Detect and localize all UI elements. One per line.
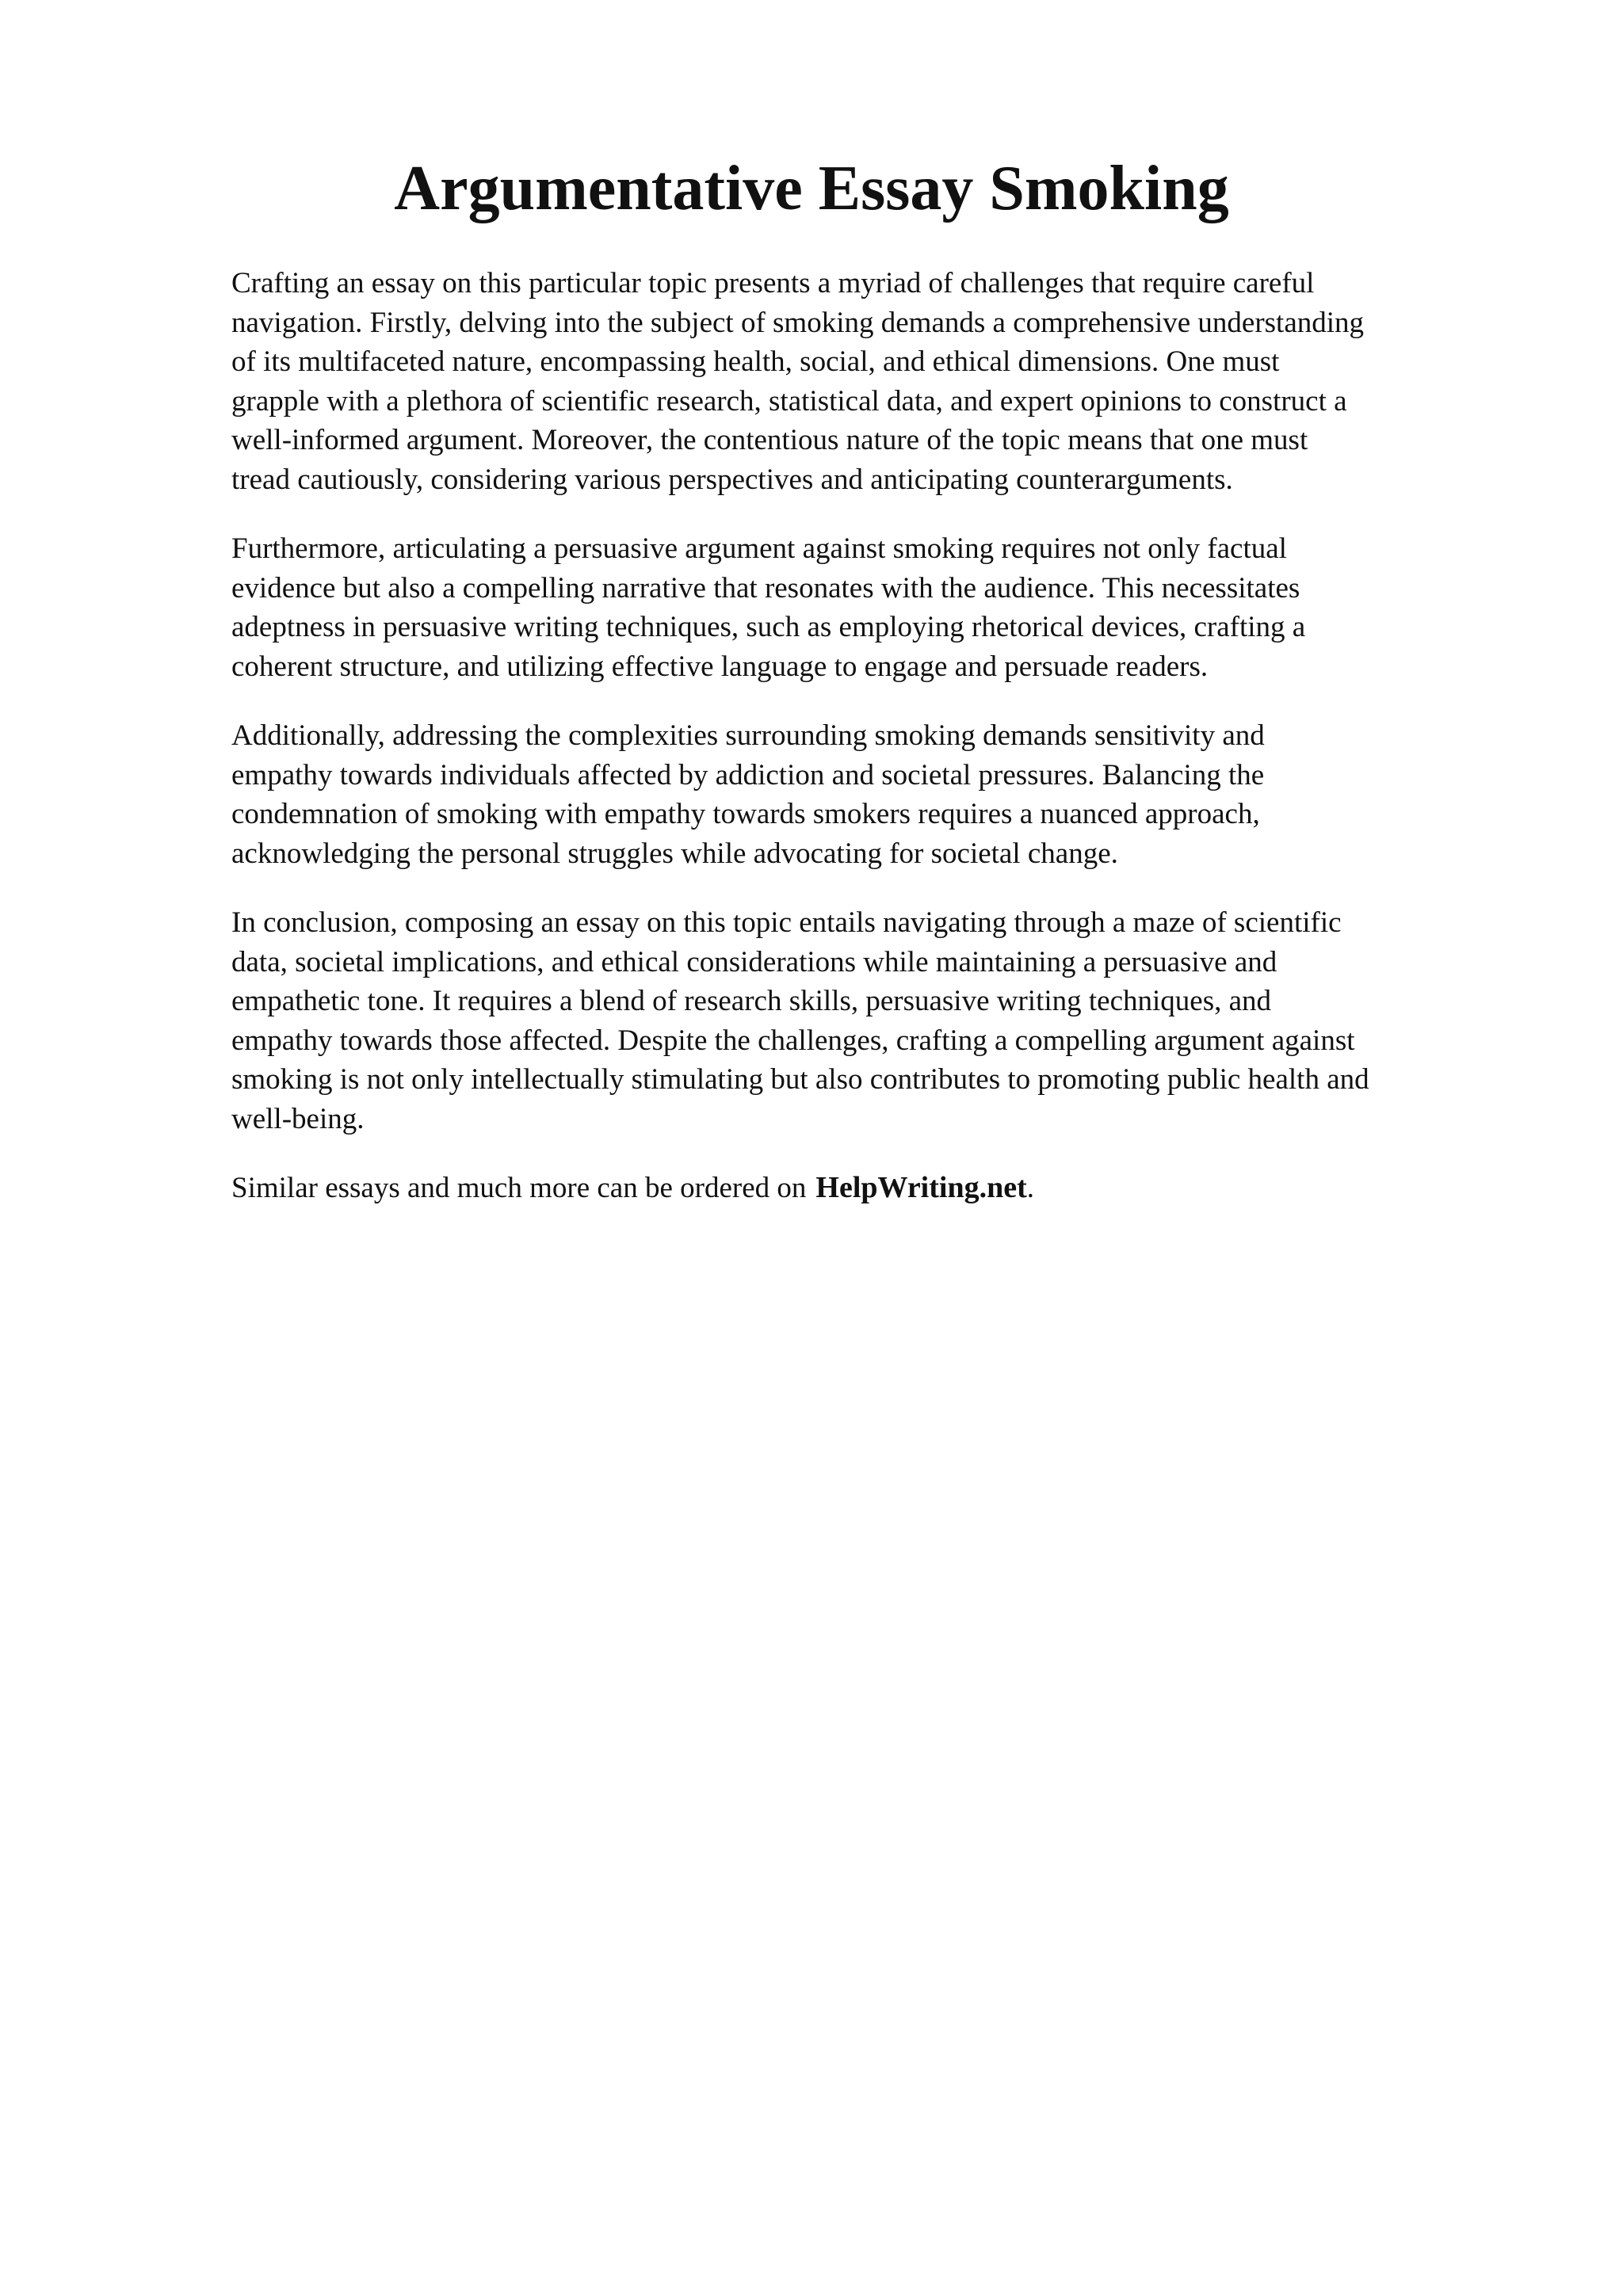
text-line: condemnation of smoking with empathy towards smokers requires a nuanced approach, bbox=[231, 798, 1260, 830]
paragraph-furthermore bbox=[231, 529, 1519, 686]
paragraph-intro bbox=[231, 264, 1519, 499]
text-line: acknowledging the personal struggles while advocating for societal change. bbox=[231, 837, 1118, 870]
text-line: of its multifaceted nature, encompassing health, social, and ethical dimensions. One must bbox=[231, 345, 1280, 378]
text-line: data, societal implications, and ethical considerations while maintaining a persuasive and bbox=[231, 945, 1277, 978]
footer-period: . bbox=[1026, 1172, 1034, 1204]
text-line: Furthermore, articulating a persuasive argument against smoking requires not only factual bbox=[231, 532, 1287, 565]
text-line: well-being. bbox=[231, 1102, 365, 1135]
text-line: Additionally, addressing the complexities surrounding smoking demands sensitivity and bbox=[231, 719, 1265, 752]
paragraph-conclusion bbox=[231, 903, 1519, 1138]
text-line: navigation. Firstly, delving into the subject of smoking demands a comprehensive understanding bbox=[231, 306, 1365, 339]
footer-text: Similar essays and much more can be ordered on bbox=[231, 1172, 807, 1204]
text-line: well-informed argument. Moreover, the contentious nature of the topic means that one must bbox=[231, 424, 1308, 456]
text-line: empathy towards those affected. Despite the challenges, crafting a compelling argument against bbox=[231, 1024, 1355, 1057]
text-line: coherent structure, and utilizing effective language to engage and persuade readers. bbox=[231, 650, 1209, 683]
text-line: smoking is not only intellectually stimulating but also contributes to promoting public health and bbox=[231, 1063, 1369, 1096]
text-line: Crafting an essay on this particular topic presents a myriad of challenges that require careful bbox=[231, 267, 1315, 299]
text-line: empathetic tone. It requires a blend of research skills, persuasive writing techniques, and bbox=[231, 985, 1272, 1017]
text-line: adeptness in persuasive writing techniques, such as employing rhetorical devices, crafting a bbox=[231, 611, 1306, 643]
essay-title: Argumentative Essay Smoking bbox=[394, 154, 1229, 223]
text-line: evidence but also a compelling narrative that resonates with the audience. This necessitates bbox=[231, 571, 1300, 605]
text-line: empathy towards individuals affected by addiction and societal pressures. Balancing the bbox=[231, 758, 1265, 791]
promo-footer bbox=[231, 1169, 1519, 1208]
text-line: grapple with a plethora of scientific research, statistical data, and expert opinions to construct a bbox=[231, 384, 1347, 418]
site-link[interactable]: HelpWriting.net bbox=[815, 1171, 1027, 1204]
text-line: tread cautiously, considering various perspectives and anticipating counterarguments. bbox=[231, 463, 1233, 496]
essay-body bbox=[231, 264, 1519, 1208]
paragraph-additionally bbox=[231, 716, 1519, 873]
text-line: In conclusion, composing an essay on this topic entails navigating through a maze of scientific bbox=[231, 906, 1342, 939]
